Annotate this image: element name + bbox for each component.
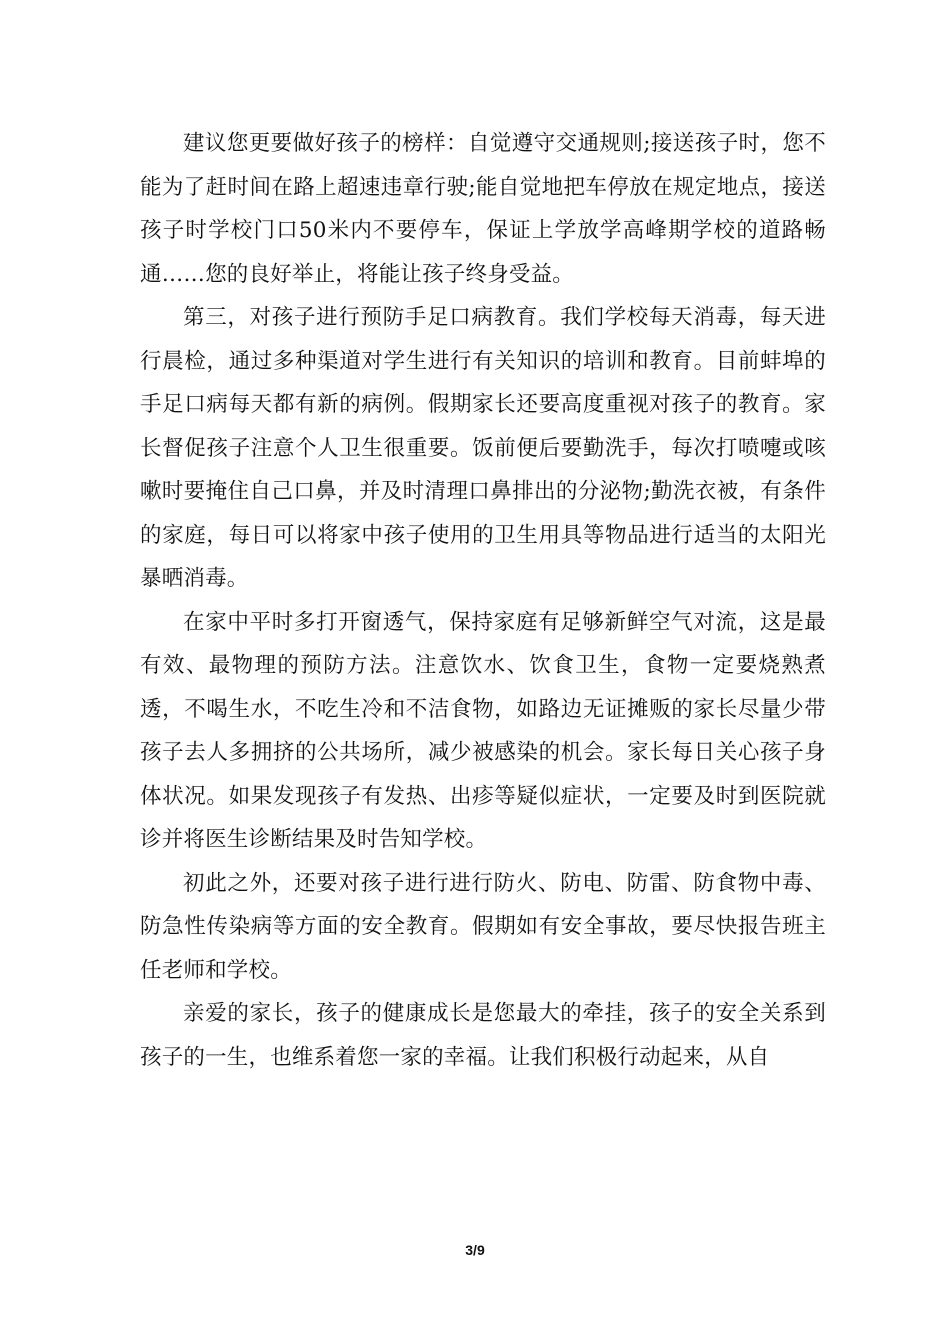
- paragraph-role-model: 建议您更要做好孩子的榜样：自觉遵守交通规则;接送孩子时，您不能为了赶时间在路上超速违章行驶;能自觉地把车停放在规定地点，接送孩子时学校门口50米内不要停车，保证上学放学高峰期学校的道路畅通……您的良好举止，将能让孩子终身受益。: [140, 131, 826, 287]
- paragraph-home-prevention: 在家中平时多打开窗透气，保持家庭有足够新鲜空气对流，这是最有效、最物理的预防方法。注意饮水、饮食卫生，食物一定要烧熟煮透，不喝生水，不吃生冷和不洁食物，如路边无证摊贩的家长尽量少带孩子去人多拥挤的公共场所，减少被感染的机会。家长每日关心孩子身体状况。如果发现孩子有发热、出疹等疑似症状，一定要及时到医院就诊并将医生诊断结果及时告知学校。: [140, 609, 826, 852]
- paragraph-safety-education: 初此之外，还要对孩子进行进行防火、防电、防雷、防食物中毒、防急性传染病等方面的安全教育。假期如有安全事故，要尽快报告班主任老师和学校。: [140, 870, 826, 983]
- paragraph-hand-foot-mouth-education: 第三，对孩子进行预防手足口病教育。我们学校每天消毒，每天进行晨检，通过多种渠道对学生进行有关知识的培训和教育。目前蚌埠的手足口病每天都有新的病例。假期家长还要高度重视对孩子的教育。家长督促孩子注意个人卫生很重要。饭前便后要勤洗手，每次打喷嚏或咳嗽时要掩住自己口鼻，并及时清理口鼻排出的分泌物;勤洗衣被，有条件的家庭，每日可以将家中孩子使用的卫生用具等物品进行适当的太阳光暴晒消毒。: [140, 305, 826, 591]
- document-body: [140, 122, 826, 1079]
- paragraph-closing: 亲爱的家长，孩子的健康成长是您最大的牵挂，孩子的安全关系到孩子的一生，也维系着您一家的幸福。让我们积极行动起来，从自: [140, 1001, 826, 1070]
- page-number: 3/9: [465, 1242, 485, 1258]
